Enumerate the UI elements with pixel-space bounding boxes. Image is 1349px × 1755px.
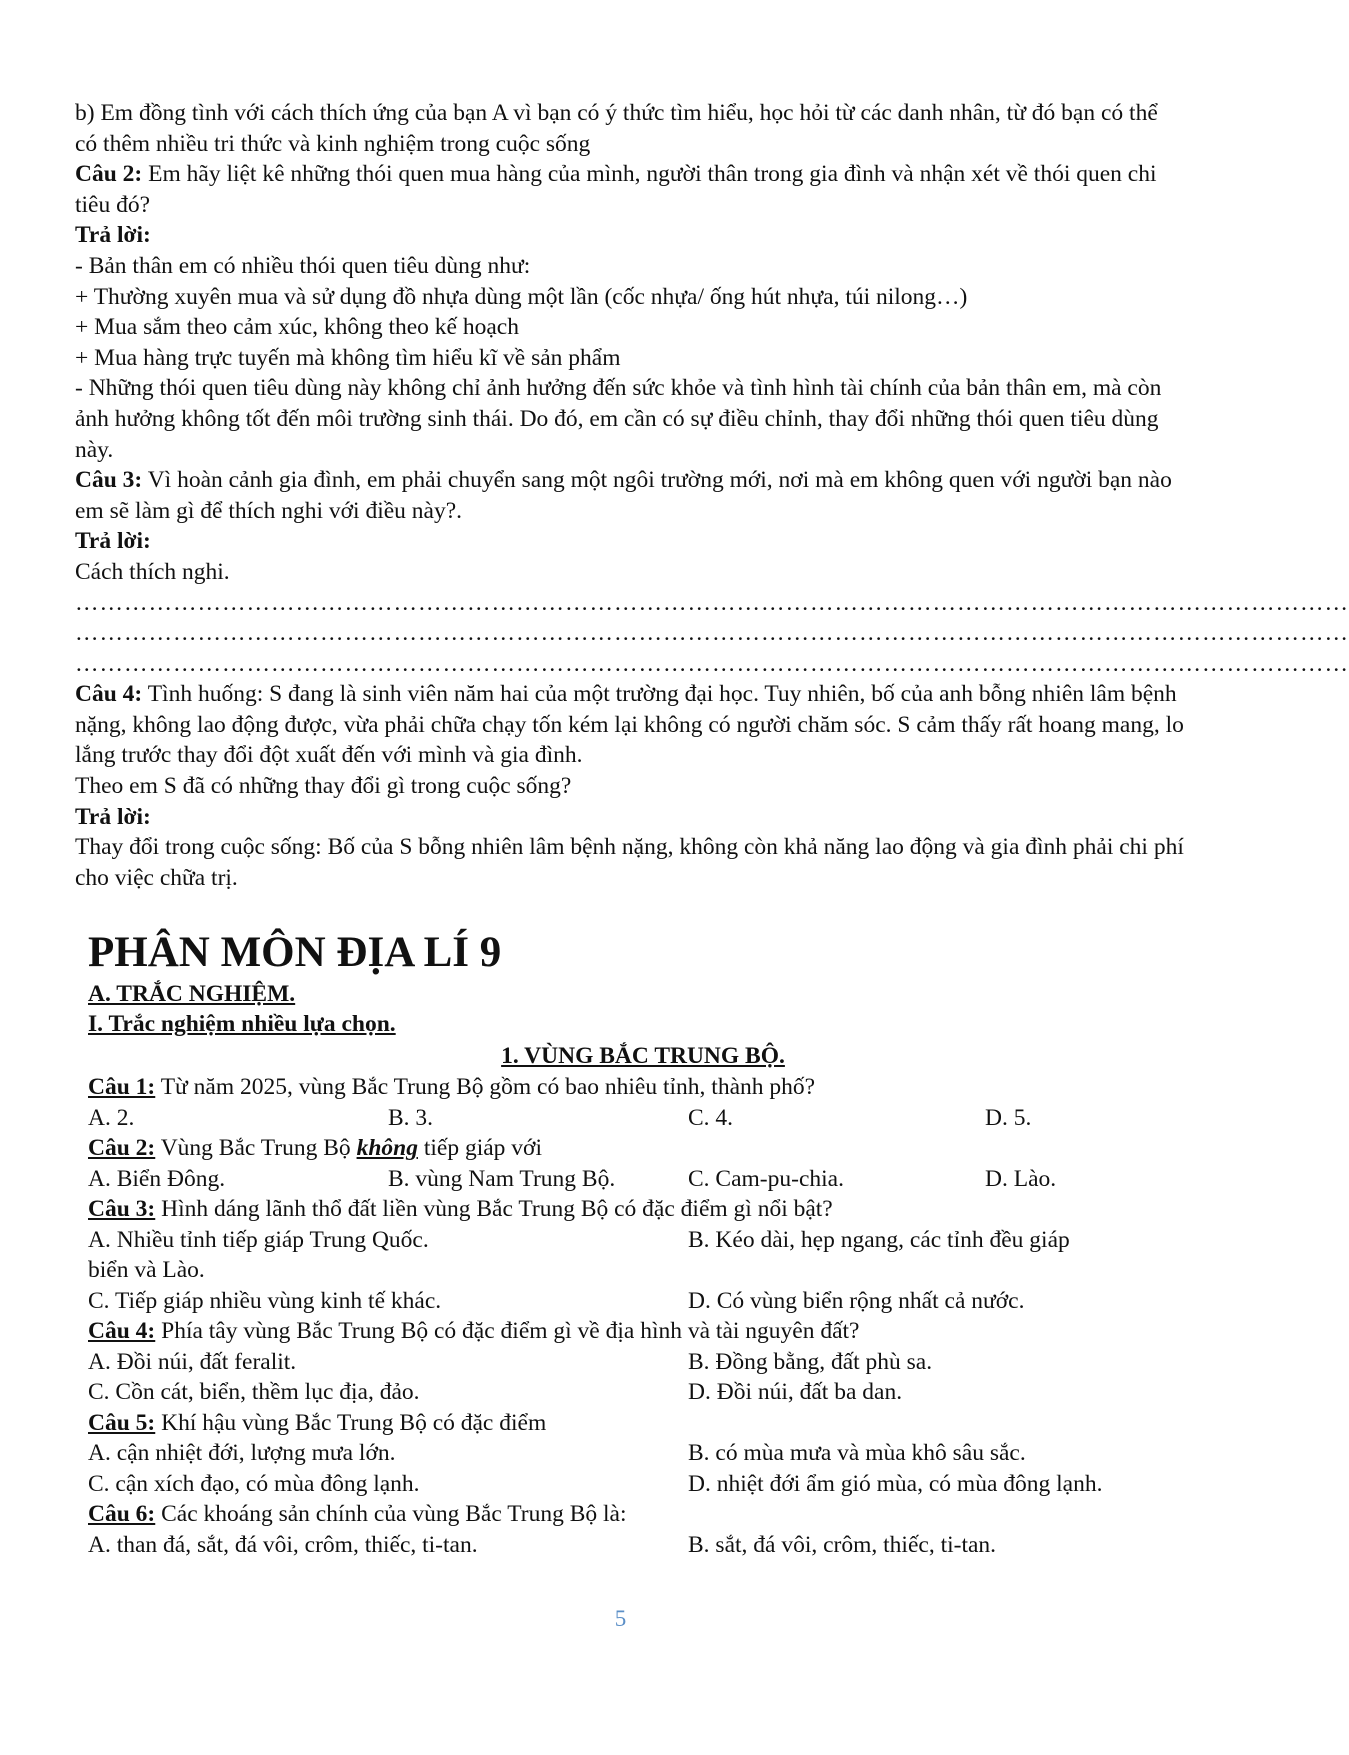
option: B. 3. (388, 1104, 434, 1131)
option: C. cận xích đạo, có mùa đông lạnh. (88, 1470, 420, 1497)
option: A. Biển Đông. (88, 1165, 226, 1192)
options-row (88, 1377, 1185, 1408)
option: A. Nhiều tỉnh tiếp giáp Trung Quốc. (88, 1226, 429, 1253)
option: B. có mùa mưa và mùa khô sâu sắc. (688, 1440, 1026, 1467)
option: D. Lào. (985, 1165, 1057, 1192)
question-label: Câu 2: (88, 1135, 156, 1162)
question-text: Từ năm 2025, vùng Bắc Trung Bộ gồm có bao nhiêu tỉnh, thành phố? (155, 1074, 816, 1101)
question-3 (75, 465, 1185, 526)
question-text: Vì hoàn cảnh gia đình, em phải chuyển sang một ngôi trường mới, nơi mà em không quen với người bạn nào em sẽ làm gì để thích nghi với điều này?. (75, 467, 1172, 524)
question-label: Câu 3: (75, 467, 143, 494)
option: D. 5. (985, 1104, 1032, 1131)
mc-question (88, 1194, 1185, 1225)
question-text: tiếp giáp với (417, 1135, 542, 1162)
question-label: Câu 1: (88, 1074, 156, 1101)
option: C. Cồn cát, biển, thềm lục địa, đảo. (88, 1379, 420, 1406)
options-row (88, 1530, 1185, 1561)
answer-label: Trả lời: (75, 222, 151, 249)
question-label: Câu 5: (88, 1409, 156, 1436)
blank-dotted-line: ………………………………………………………………………………………………………………………………………… (75, 650, 1349, 677)
question-text: Em hãy liệt kê những thói quen mua hàng của mình, người thân trong gia đình và nhận xét về thói quen chi tiêu đó? (75, 161, 1157, 218)
option: B. sắt, đá vôi, crôm, thiếc, ti-tan. (688, 1531, 997, 1558)
options-row (88, 1347, 1185, 1378)
document-page (75, 98, 1349, 1560)
options-row (88, 1286, 1185, 1317)
section-title: PHÂN MÔN ĐỊA LÍ 9 (88, 929, 502, 977)
answer-b-text: b) Em đồng tình với cách thích ứng của bạn A vì bạn có ý thức tìm hiểu, học hỏi từ các danh nhân, từ đó bạn có thể có thêm nhiều tri thức và kinh nghiệm trong cuộc sống (75, 100, 1158, 157)
option: C. Cam-pu-chia. (688, 1165, 844, 1192)
options-row (88, 1469, 1185, 1500)
option: B. Đồng bằng, đất phù sa. (688, 1348, 933, 1375)
question-label: Câu 3: (88, 1196, 156, 1223)
answer-line: + Mua sắm theo cảm xúc, không theo kế hoạch (75, 314, 519, 341)
question-label: Câu 4: (88, 1318, 156, 1345)
question-text: Các khoáng sản chính của vùng Bắc Trung Bộ là: (155, 1501, 627, 1528)
question-label: Câu 2: (75, 161, 143, 188)
options-row (88, 1225, 1185, 1256)
options-row (88, 1164, 1185, 1195)
part-a-heading: A. TRẮC NGHIỆM. (88, 981, 296, 1008)
options-row (88, 1103, 1185, 1134)
option: A. 2. (88, 1104, 135, 1131)
answer-label: Trả lời: (75, 803, 151, 830)
mc-question (88, 1133, 1185, 1164)
blank-dotted-line: ………………………………………………………………………………………………………………………………………… (75, 620, 1349, 647)
question-4 (75, 679, 1185, 771)
mc-question (88, 1408, 1185, 1439)
blank-dotted-line: ………………………………………………………………………………………………………………………………………… (75, 589, 1349, 616)
answer-line: + Mua hàng trực tuyến mà không tìm hiểu kĩ về sản phẩm (75, 344, 621, 371)
question-emphasis: không (356, 1135, 418, 1162)
option: D. nhiệt đới ẩm gió mùa, có mùa đông lạnh. (688, 1470, 1103, 1497)
option: B. vùng Nam Trung Bộ. (388, 1165, 616, 1192)
question-text: Tình huống: S đang là sinh viên năm hai của một trường đại học. Tuy nhiên, bố của anh bỗng nhiên lâm bệnh nặng, không lao động được, vừa phải chữa chạy tốn kém lại không có người chăm sóc. S cảm thấy rất hoang mang, lo lắng trước thay đổi đột xuất đến với mình và gia đình. (75, 681, 1184, 769)
answer-line: + Thường xuyên mua và sử dụng đồ nhựa dùng một lần (cốc nhựa/ ống hút nhựa, túi nilong…) (75, 283, 968, 310)
option: C. 4. (688, 1104, 734, 1131)
question-followup: Theo em S đã có những thay đổi gì trong cuộc sống? (75, 773, 572, 800)
question-text: Phía tây vùng Bắc Trung Bộ có đặc điểm gì về địa hình và tài nguyên đất? (155, 1318, 860, 1345)
option: D. Có vùng biển rộng nhất cả nước. (688, 1287, 1025, 1314)
page-number: 5 (614, 1606, 627, 1631)
option: A. cận nhiệt đới, lượng mưa lớn. (88, 1440, 396, 1467)
question-text: Hình dáng lãnh thổ đất liền vùng Bắc Trung Bộ có đặc điểm gì nổi bật? (155, 1196, 833, 1223)
mc-question (88, 1072, 1185, 1103)
option: D. Đồi núi, đất ba dan. (688, 1379, 903, 1406)
question-2 (75, 159, 1185, 220)
part-i-heading: I. Trắc nghiệm nhiều lựa chọn. (88, 1011, 396, 1038)
mc-question (88, 1499, 1185, 1530)
topic-heading: 1. VÙNG BẮC TRUNG BỘ. (501, 1043, 785, 1070)
answer-label: Trả lời: (75, 528, 151, 555)
multiple-choice-list (88, 1072, 1185, 1560)
question-text: Vùng Bắc Trung Bộ (155, 1135, 357, 1162)
option: B. Kéo dài, hẹp ngang, các tỉnh đều giáp (688, 1226, 1070, 1253)
answer-line: Thay đổi trong cuộc sống: Bố của S bỗng nhiên lâm bệnh nặng, không còn khả năng lao động và gia đình phải chi phí cho việc chữa trị. (75, 834, 1184, 891)
option: C. Tiếp giáp nhiều vùng kinh tế khác. (88, 1287, 442, 1314)
option: A. than đá, sắt, đá vôi, crôm, thiếc, ti-tan. (88, 1531, 478, 1558)
option-continuation: biển và Lào. (88, 1257, 205, 1284)
options-row (88, 1438, 1185, 1469)
answer-line: - Những thói quen tiêu dùng này không chỉ ảnh hưởng đến sức khỏe và tình hình tài chính của bản thân em, mà còn ảnh hưởng không tốt đến môi trường sinh thái. Do đó, em cần có sự điều chỉnh, thay đổi những thói quen tiêu dùng này. (75, 375, 1162, 463)
question-label: Câu 4: (75, 681, 143, 708)
answer-line: Cách thích nghi. (75, 558, 230, 585)
mc-question (88, 1316, 1185, 1347)
question-label: Câu 6: (88, 1501, 156, 1528)
option: A. Đồi núi, đất feralit. (88, 1348, 297, 1375)
question-text: Khí hậu vùng Bắc Trung Bộ có đặc điểm (155, 1409, 547, 1436)
answer-line: - Bản thân em có nhiều thói quen tiêu dùng như: (75, 252, 531, 279)
